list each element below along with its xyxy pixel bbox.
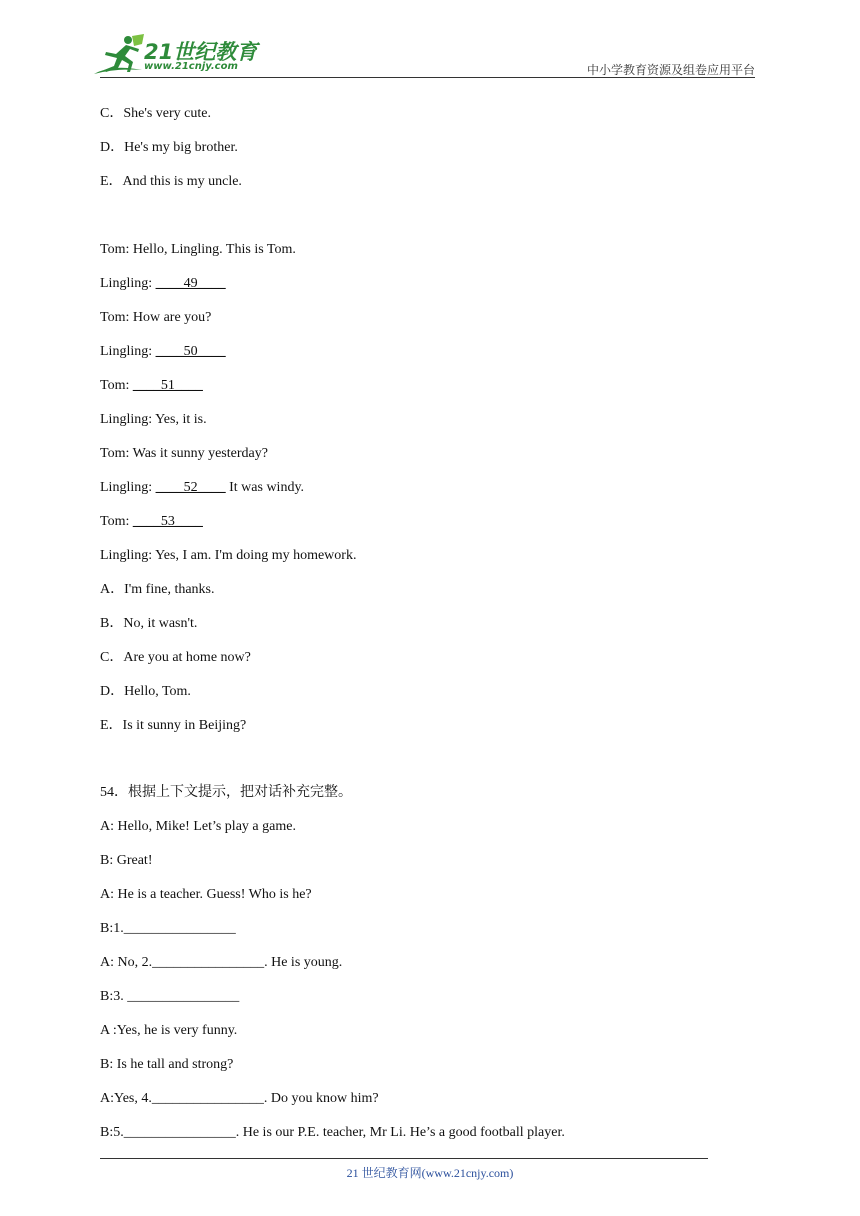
option-line: A．I'm fine, thanks. <box>100 582 215 597</box>
header-divider <box>100 77 755 78</box>
dialog-line: Lingling: ____49____ <box>100 276 226 291</box>
answer-blank: ____52____ <box>155 480 226 495</box>
dialog-line: Tom: Was it sunny yesterday? <box>100 446 268 461</box>
runner-logo-icon <box>92 34 146 78</box>
dialog-line: A:Yes, 4.________________. Do you know him? <box>100 1091 379 1106</box>
option-line: C．She's very cute. <box>100 106 212 121</box>
dialog-line: Tom: ____51____ <box>100 378 203 393</box>
option-line: B．No, it wasn't. <box>100 616 198 631</box>
option-line: C．Are you at home now? <box>100 650 251 665</box>
option-line: E．Is it sunny in Beijing? <box>100 718 247 733</box>
dialog-line: A :Yes, he is very funny. <box>100 1023 238 1038</box>
dialog-line: Lingling: Yes, I am. I'm doing my homework. <box>100 548 357 563</box>
dialog-line: Tom: Hello, Lingling. This is Tom. <box>100 242 296 257</box>
dialog-line: Lingling: ____52____ It was windy. <box>100 480 305 495</box>
answer-blank: ____53____ <box>132 514 203 529</box>
dialog-line: Tom: ____53____ <box>100 514 203 529</box>
dialog-line: B: Great! <box>100 853 153 868</box>
answer-blank: ____51____ <box>132 378 203 393</box>
dialog-line: A: He is a teacher. Guess! Who is he? <box>100 887 312 902</box>
option-line: D．He's my big brother. <box>100 140 238 155</box>
answer-blank: ____49____ <box>155 276 226 291</box>
header-platform-text: 中小学教育资源及组卷应用平台 <box>586 63 755 77</box>
question-title: 54．根据上下文提示，把对话补充完整。 <box>100 785 352 800</box>
logo-text: 21世纪教育 <box>144 40 258 64</box>
dialog-line: A: Hello, Mike! Let’s play a game. <box>100 819 296 834</box>
footer-link[interactable]: 21 世纪教育网(www.21cnjy.com) <box>346 1166 514 1180</box>
dialog-line: B:1.________________ <box>100 921 236 936</box>
dialog-line: B:3. ________________ <box>100 989 240 1004</box>
dialog-line: Lingling: ____50____ <box>100 344 226 359</box>
dialog-line: Lingling: Yes, it is. <box>100 412 207 427</box>
dialog-line: A: No, 2.________________. He is young. <box>100 955 343 970</box>
answer-blank: ____50____ <box>155 344 226 359</box>
option-line: E．And this is my uncle. <box>100 174 242 189</box>
logo <box>92 34 262 78</box>
option-line: D．Hello, Tom. <box>100 684 191 699</box>
dialog-line: B: Is he tall and strong? <box>100 1057 234 1072</box>
page-header <box>0 0 860 80</box>
dialog-line: Tom: How are you? <box>100 310 212 325</box>
logo-url: www.21cnjy.com <box>144 61 238 72</box>
dialog-line: B:5.________________. He is our P.E. teacher, Mr Li. He’s a good football player. <box>100 1125 565 1140</box>
footer-divider <box>100 1158 708 1159</box>
